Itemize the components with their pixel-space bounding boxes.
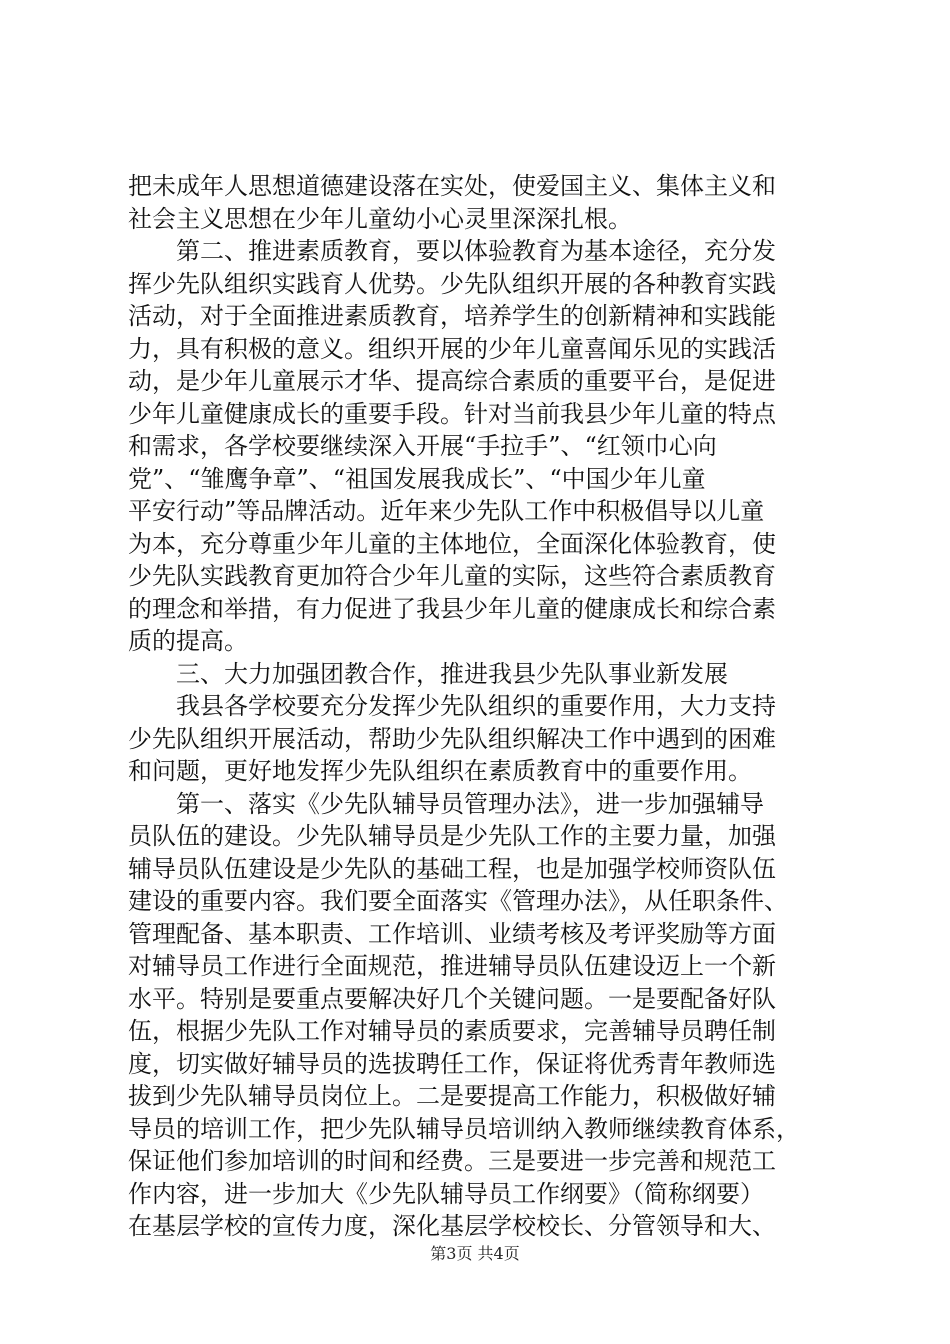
text-line: 辅导员队伍建设是少先队的基础工程，也是加强学校师资队伍 xyxy=(128,854,776,883)
text-line: 把未成年人思想道德建设落在实处，使爱国主义、集体主义和 xyxy=(128,172,776,200)
text-line: 员队伍的建设。少先队辅导员是少先队工作的主要力量，加强 xyxy=(128,822,776,850)
text-line: 活动，对于全面推进素质教育，培养学生的创新精神和实践能 xyxy=(128,302,776,330)
text-line: 在基层学校的宣传力度，深化基层学校校长、分管领导和大、 xyxy=(128,1212,776,1240)
text-line: 的理念和举措，有力促进了我县少年儿童的健康成长和综合素 xyxy=(128,594,776,623)
text-line: 作内容，进一步加大《少先队辅导员工作纲要》（简称纲要） xyxy=(128,1179,764,1208)
page-footer: 第3页 共4页 xyxy=(430,1244,520,1263)
text-line: 第一、落实《少先队辅导员管理办法》，进一步加强辅导 xyxy=(128,789,764,818)
text-line: 水平。特别是要重点要解决好几个关键问题。一是要配备好队 xyxy=(128,984,776,1013)
text-line: 我县各学校要充分发挥少先队组织的重要作用，大力支持 xyxy=(128,692,776,720)
text-line: 保证他们参加培训的时间和经费。三是要进一步完善和规范工 xyxy=(128,1147,776,1175)
text-line: 挥少先队组织实践育人优势。少先队组织开展的各种教育实践 xyxy=(128,269,776,298)
text-line: 第二、推进素质教育，要以体验教育为基本途径，充分发 xyxy=(128,237,776,265)
body-text xyxy=(128,170,828,1243)
text-line: 管理配备、基本职责、工作培训、业绩考核及考评奖励等方面 xyxy=(128,919,776,948)
text-line: 三、大力加强团教合作，推进我县少先队事业新发展 xyxy=(128,659,728,688)
text-line: 少年儿童健康成长的重要手段。针对当前我县少年儿童的特点 xyxy=(128,399,776,428)
text-line: 为本，充分尊重少年儿童的主体地位，全面深化体验教育，使 xyxy=(128,529,776,558)
text-line: 伍，根据少先队工作对辅导员的素质要求，完善辅导员聘任制 xyxy=(128,1017,776,1045)
text-line: 对辅导员工作进行全面规范，推进辅导员队伍建设迈上一个新 xyxy=(128,952,776,980)
text-line: 动，是少年儿童展示才华、提高综合素质的重要平台，是促进 xyxy=(128,367,776,395)
text-line: 度，切实做好辅导员的选拔聘任工作，保证将优秀青年教师选 xyxy=(128,1049,776,1078)
text-line: 少先队组织开展活动，帮助少先队组织解决工作中遇到的困难 xyxy=(128,724,776,753)
text-line: 社会主义思想在少年儿童幼小心灵里深深扎根。 xyxy=(128,204,632,233)
text-line: 力，具有积极的意义。组织开展的少年儿童喜闻乐见的实践活 xyxy=(128,334,776,363)
text-line: 平安行动”等品牌活动。近年来少先队工作中积极倡导以儿童 xyxy=(128,497,765,525)
text-line: 和需求，各学校要继续深入开展“手拉手”、“红领巾心向 xyxy=(128,432,717,460)
text-line: 拔到少先队辅导员岗位上。二是要提高工作能力，积极做好辅 xyxy=(128,1082,776,1110)
text-line: 建设的重要内容。我们要全面落实《管理办法》，从任职条件、 xyxy=(128,887,788,915)
text-line: 少先队实践教育更加符合少年儿童的实际，这些符合素质教育 xyxy=(128,562,776,590)
text-line: 质的提高。 xyxy=(128,627,248,655)
text-line: 党”、“雏鹰争章”、“祖国发展我成长”、“中国少年儿童 xyxy=(128,464,706,493)
text-line: 导员的培训工作，把少先队辅导员培训纳入教师继续教育体系， xyxy=(128,1114,800,1143)
text-line: 和问题，更好地发挥少先队组织在素质教育中的重要作用。 xyxy=(128,757,752,785)
